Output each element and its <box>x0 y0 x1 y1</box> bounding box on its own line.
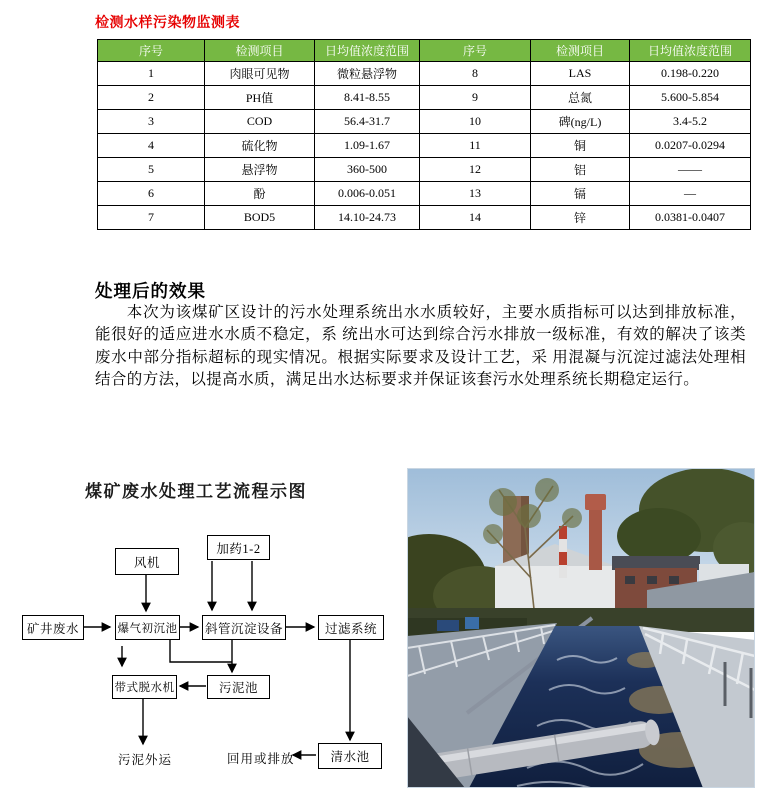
node-aeration-tank: 爆气初沉池 <box>115 615 180 640</box>
node-belt-dewaterer: 带式脱水机 <box>112 675 177 699</box>
cell-item: 铜 <box>531 134 630 158</box>
treatment-plant-photo <box>407 468 755 788</box>
header-no-1: 序号 <box>98 40 205 62</box>
cell-item: 碑(ng/L) <box>531 110 630 134</box>
cell-no: 5 <box>98 158 205 182</box>
header-item-1: 检测项目 <box>205 40 315 62</box>
cell-range: 3.4-5.2 <box>630 110 751 134</box>
body-paragraph: 本次为该煤矿区设计的污水处理系统出水水质较好，主要水质指标可以达到排放标准，能很好的适应进水水质不稳定，系 统出水可达到综合污水排放一级标准，有效的解决了该类废水中部分指标超标的现实情况。根据实际要求及设计工艺，采 用混凝与沉淀过滤法处理相结合的方法，以提高水质，满足出水达标要求并保证该套污水处理系统长期稳定运行。 <box>95 304 746 389</box>
node-inclined-settler: 斜管沉淀设备 <box>202 615 286 640</box>
header-no-2: 序号 <box>420 40 531 62</box>
cell-item: 酚 <box>205 182 315 206</box>
header-item-2: 检测项目 <box>531 40 630 62</box>
cell-no: 2 <box>98 86 205 110</box>
cell-item: 硫化物 <box>205 134 315 158</box>
cell-no: 12 <box>420 158 531 182</box>
cell-no: 13 <box>420 182 531 206</box>
node-dosing: 加药1-2 <box>207 535 270 560</box>
cell-item: 肉眼可见物 <box>205 62 315 86</box>
cell-range: 1.09-1.67 <box>315 134 420 158</box>
cell-no: 4 <box>98 134 205 158</box>
header-range-2: 日均值浓度范围 <box>630 40 751 62</box>
cell-item: 锌 <box>531 206 630 230</box>
node-sludge-tank: 污泥池 <box>207 675 270 699</box>
section-heading: 处理后的效果 <box>95 281 206 301</box>
monitoring-table <box>97 39 751 230</box>
cell-range: 微粒悬浮物 <box>315 62 420 86</box>
table-row <box>98 134 751 158</box>
cell-no: 14 <box>420 206 531 230</box>
cell-item: 总氮 <box>531 86 630 110</box>
cell-item: 铝 <box>531 158 630 182</box>
table-row <box>98 86 751 110</box>
table-row <box>98 62 751 86</box>
table-row <box>98 182 751 206</box>
cell-range: 0.198-0.220 <box>630 62 751 86</box>
cell-no: 3 <box>98 110 205 134</box>
cell-range: — <box>630 182 751 206</box>
node-mine-wastewater: 矿井废水 <box>22 615 84 640</box>
cell-no: 6 <box>98 182 205 206</box>
cell-range: 5.600-5.854 <box>630 86 751 110</box>
cell-item: BOD5 <box>205 206 315 230</box>
process-flow-diagram <box>0 462 402 806</box>
node-filter-system: 过滤系统 <box>318 615 384 640</box>
cell-item: COD <box>205 110 315 134</box>
cell-range: —— <box>630 158 751 182</box>
cell-no: 8 <box>420 62 531 86</box>
cell-range: 0.0207-0.0294 <box>630 134 751 158</box>
cell-no: 1 <box>98 62 205 86</box>
photo-chimney <box>559 526 567 578</box>
label-reuse-or-discharge: 回用或排放 <box>227 752 295 766</box>
node-clear-water-tank: 清水池 <box>318 743 382 769</box>
cell-range: 0.0381-0.0407 <box>630 206 751 230</box>
cell-item: LAS <box>531 62 630 86</box>
table-row <box>98 206 751 230</box>
header-range-1: 日均值浓度范围 <box>315 40 420 62</box>
line-aeration-to-sludge <box>170 638 232 662</box>
cell-range: 14.10-24.73 <box>315 206 420 230</box>
table-header-row <box>98 40 751 62</box>
cell-range: 360-500 <box>315 158 420 182</box>
cell-range: 56.4-31.7 <box>315 110 420 134</box>
table-title: 检测水样污染物监测表 <box>95 14 240 30</box>
cell-no: 11 <box>420 134 531 158</box>
cell-no: 10 <box>420 110 531 134</box>
label-sludge-out: 污泥外运 <box>118 753 173 767</box>
cell-item: PH值 <box>205 86 315 110</box>
cell-range: 0.006-0.051 <box>315 182 420 206</box>
cell-item: 镉 <box>531 182 630 206</box>
table-row <box>98 110 751 134</box>
table-row <box>98 158 751 182</box>
cell-no: 7 <box>98 206 205 230</box>
cell-range: 8.41-8.55 <box>315 86 420 110</box>
node-fan: 风机 <box>115 548 179 575</box>
diagram-title: 煤矿废水处理工艺流程示图 <box>85 482 307 501</box>
cell-item: 悬浮物 <box>205 158 315 182</box>
cell-no: 9 <box>420 86 531 110</box>
